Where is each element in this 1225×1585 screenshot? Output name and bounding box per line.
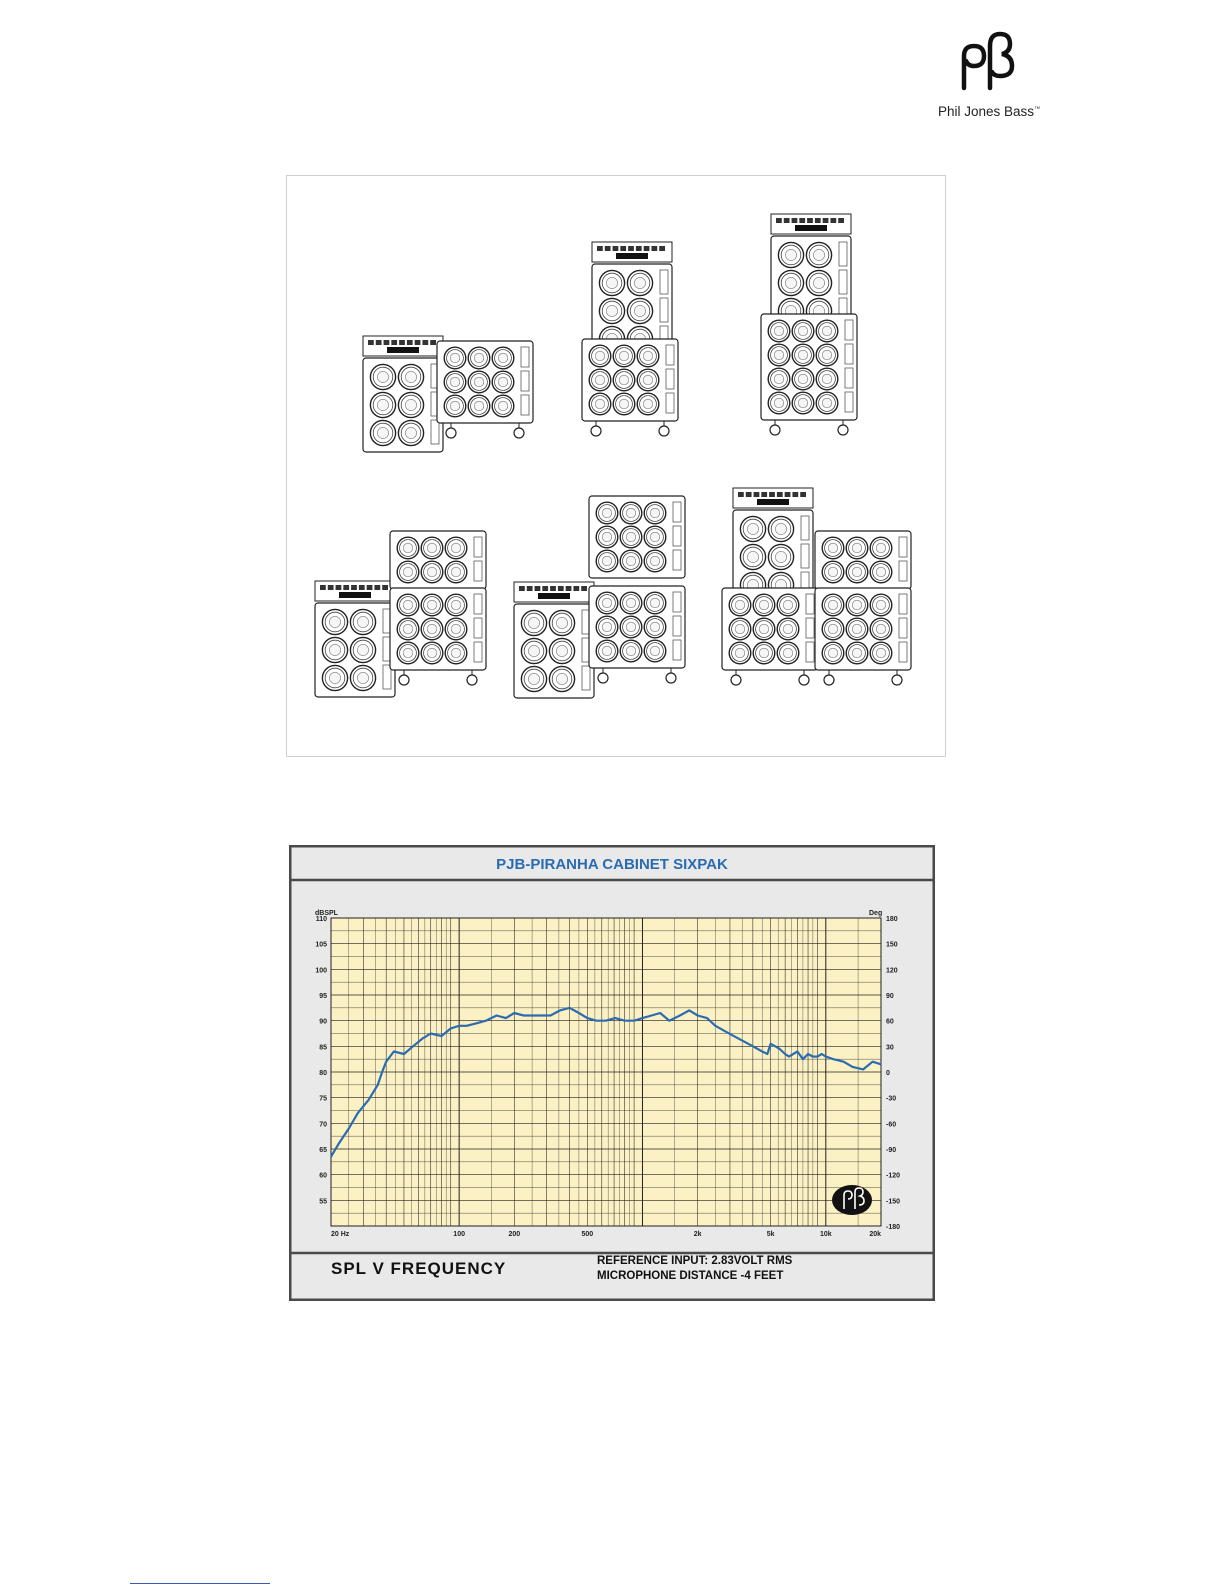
cabinet-9-4 [390,588,486,685]
y-tick-label: 105 [315,941,327,949]
y-tick-label: 95 [319,993,327,1000]
y2-tick-label: 60 [886,1018,894,1026]
cabinet-6-4 [390,531,486,589]
right-axis-label: Deg [869,910,883,917]
y-tick-label: 80 [319,1070,327,1077]
y-tick-label: 100 [315,967,327,975]
left-axis-label: dBSPL [315,910,338,917]
x-tick-label: 500 [581,1231,594,1238]
y2-tick-label: 0 [886,1070,890,1077]
combo-amp-cabinet-4 [315,581,395,697]
y-tick-label: 70 [319,1121,327,1129]
x-tick-label: 10k [819,1231,832,1238]
combo-amp-cabinet-1 [363,336,443,452]
y2-tick-label: 90 [886,993,894,1000]
y-tick-label: 75 [319,1095,327,1103]
cabinet-9-6a [722,588,818,685]
brand-name: Phil Jones Bass™ [938,104,1041,119]
x-tick-label: 100 [453,1231,465,1238]
y2-tick-label: 180 [886,916,898,923]
y-tick-label: 55 [319,1198,327,1206]
y2-tick-label: -150 [886,1198,901,1206]
y-tick-label: 65 [319,1147,327,1154]
y-tick-label: 60 [319,1172,327,1180]
y2-tick-label: 120 [886,967,898,975]
y-tick-label: 110 [315,916,327,923]
cabinet-configurations-icon [287,176,945,756]
x-tick-label: 200 [508,1231,521,1238]
pjb-logo-icon [950,28,1020,100]
x-tick-label: 5k [766,1231,775,1238]
y2-tick-label: -120 [886,1172,901,1180]
cabinet-9-2 [582,339,678,436]
spl-frequency-chart [289,845,935,1301]
footer-title: SPL V FREQUENCY [331,1259,507,1278]
pjb-badge-icon [832,1185,872,1215]
combo-amp-cabinet-6 [733,488,813,604]
cabinet-9-1 [437,341,533,438]
chart-title: PJB-PIRANHA CABINET SIXPAK [496,856,728,873]
combo-amp-cabinet-5 [514,582,594,698]
y2-tick-label: -60 [886,1121,897,1129]
y2-tick-label: -180 [886,1224,901,1231]
y2-tick-label: 150 [886,941,898,949]
cabinet-6-6 [815,531,911,589]
x-tick-label: 2k [693,1231,702,1238]
combo-amp-cabinet-3 [771,214,851,330]
reference-input: REFERENCE INPUT: 2.83VOLT RMS [597,1255,793,1267]
cabinet-9-6b [815,588,911,685]
y2-tick-label: -30 [886,1095,897,1103]
y-tick-label: 90 [319,1018,327,1026]
cabinet-configurations-illustration [286,175,946,757]
y2-tick-label: 30 [886,1044,894,1052]
x-tick-label: 20k [869,1231,881,1238]
cabinet-9-5b [589,586,685,683]
y-tick-label: 85 [319,1044,327,1052]
cabinet-9-5a [589,496,685,578]
footer-link-underline [130,1583,270,1584]
x-tick-label: 20 Hz [331,1231,350,1238]
brand-logo [930,28,1060,128]
cabinet-12-3 [761,314,857,435]
y2-tick-label: -90 [886,1147,897,1154]
microphone-distance: MICROPHONE DISTANCE -4 FEET [597,1270,784,1282]
